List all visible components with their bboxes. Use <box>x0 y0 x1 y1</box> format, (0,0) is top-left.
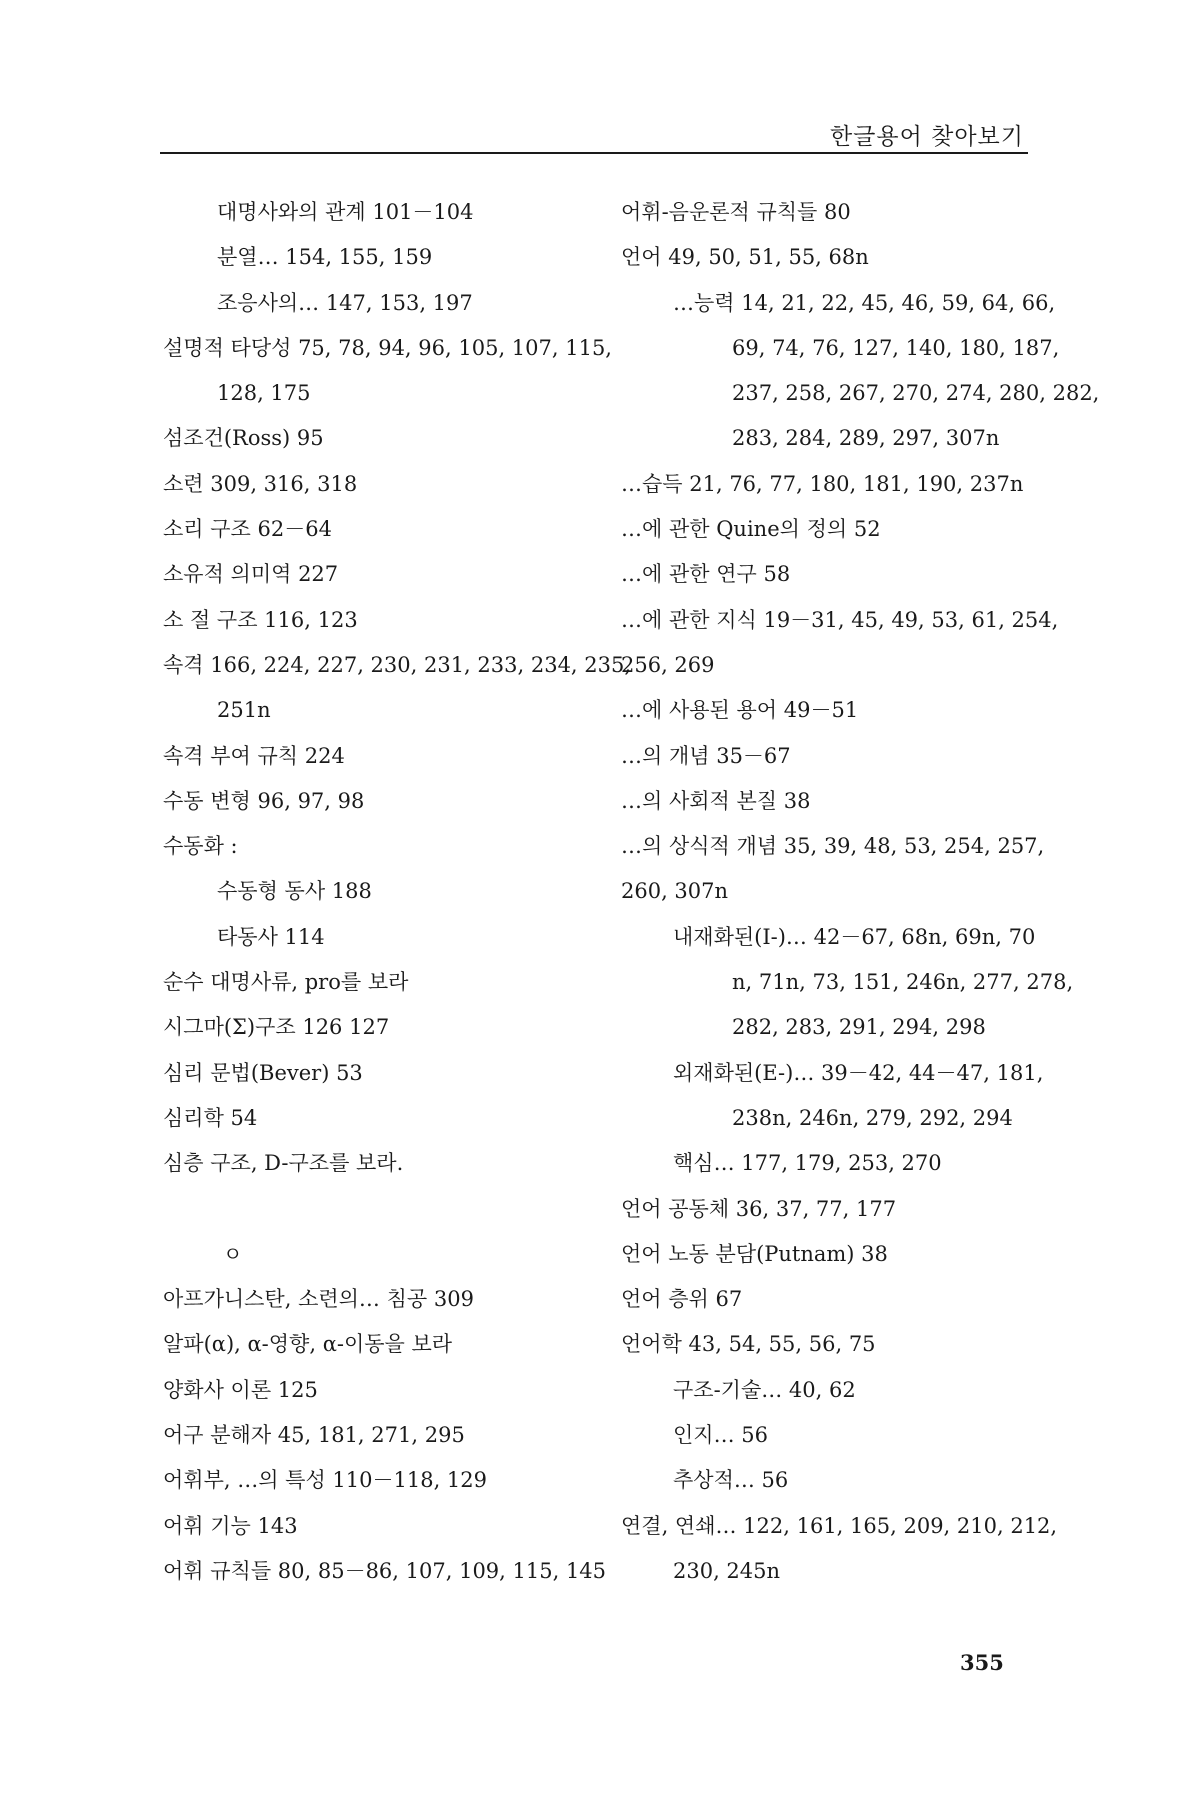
index-entry: 구조-기술… 40, 62 <box>673 1377 856 1402</box>
index-entry: 어휘-음운론적 규칙들 80 <box>621 200 851 224</box>
index-entry: …의 사회적 본질 38 <box>621 788 811 813</box>
index-entry: 소리 구조 62－64 <box>163 517 332 542</box>
index-entry: 소 절 구조 116, 123 <box>163 607 358 632</box>
index-entry: 수동화 : <box>163 834 238 859</box>
section-letter: ㅇ <box>223 1241 243 1266</box>
blank-line <box>163 1187 603 1232</box>
index-entry: …능력 14, 21, 22, 45, 46, 59, 64, 66, <box>673 290 1056 315</box>
index-entry: …의 개념 35－67 <box>621 743 791 768</box>
index-entry: 심층 구조, D-구조를 보라. <box>163 1151 404 1176</box>
index-entry-continuation: 256, 269 <box>621 652 715 677</box>
index-entry: 대명사와의 관계 101－104 <box>217 200 474 224</box>
index-entry: 소유적 의미역 227 <box>163 562 339 587</box>
index-entry-continuation: 238n, 246n, 279, 292, 294 <box>732 1105 1013 1130</box>
index-entry: 심리 문법(Bever) 53 <box>163 1060 363 1085</box>
index-entry-continuation: 251n <box>217 698 271 723</box>
index-entry: …에 관한 연구 58 <box>621 562 791 587</box>
index-entry-continuation: 283, 284, 289, 297, 307n <box>732 426 1000 451</box>
index-entry: 소련 309, 316, 318 <box>163 471 358 496</box>
index-entry: 순수 대명사류, pro를 보라 <box>163 970 409 995</box>
index-entry-continuation: n, 71n, 73, 151, 246n, 277, 278, <box>732 970 1074 995</box>
index-entry: 어휘 규칙들 80, 85－86, 107, 109, 115, 145 <box>163 1558 607 1583</box>
index-entry: 인지… 56 <box>673 1423 768 1448</box>
index-entry: 아프가니스탄, 소련의… 침공 309 <box>163 1287 474 1312</box>
index-entry: …에 관한 지식 19－31, 45, 49, 53, 61, 254, <box>621 607 1059 632</box>
index-entry-continuation: 128, 175 <box>217 381 311 406</box>
index-entry: 조응사의… 147, 153, 197 <box>217 290 473 315</box>
index-entry-continuation: 282, 283, 291, 294, 298 <box>732 1015 986 1040</box>
index-entry: 연결, 연쇄… 122, 161, 165, 209, 210, 212, <box>621 1513 1058 1538</box>
index-entry: 언어 49, 50, 51, 55, 68n <box>621 245 869 270</box>
index-entry: 수동 변형 96, 97, 98 <box>163 788 365 813</box>
index-entry: 추상적… 56 <box>673 1468 789 1493</box>
index-entry: 어휘 기능 143 <box>163 1513 298 1538</box>
index-entry: 핵심… 177, 179, 253, 270 <box>673 1151 942 1176</box>
index-entry: 내재화된(I-)… 42－67, 68n, 69n, 70 <box>673 924 1036 949</box>
index-entry-continuation: 69, 74, 76, 127, 140, 180, 187, <box>732 335 1060 360</box>
index-entry: 어휘부, …의 특성 110－118, 129 <box>163 1468 488 1493</box>
index-entry: 속격 부여 규칙 224 <box>163 743 345 768</box>
index-entry: 언어학 43, 54, 55, 56, 75 <box>621 1332 876 1357</box>
index-entry: 언어 공동체 36, 37, 77, 177 <box>621 1196 897 1221</box>
index-entry: 섬조건(Ross) 95 <box>163 426 324 451</box>
index-entry-continuation: 230, 245n <box>673 1558 781 1583</box>
index-entry: 수동형 동사 188 <box>217 879 372 904</box>
index-entry: 속격 166, 224, 227, 230, 231, 233, 234, 235, <box>163 652 632 677</box>
index-entry: 시그마(Σ)구조 126 127 <box>163 1015 390 1040</box>
index-column-left <box>163 190 632 1594</box>
header-title: 한글용어 찾아보기 <box>829 124 1024 150</box>
index-entry: 알파(α), α-영향, α-이동을 보라 <box>163 1332 453 1357</box>
index-entry: 어구 분해자 45, 181, 271, 295 <box>163 1423 465 1448</box>
index-entry: 설명적 타당성 75, 78, 94, 96, 105, 107, 115, <box>163 335 612 360</box>
index-entry: 언어 층위 67 <box>621 1287 743 1312</box>
index-entry: 양화사 이론 125 <box>163 1377 318 1402</box>
index-entry: 타동사 114 <box>217 924 325 949</box>
index-entry-continuation: 260, 307n <box>621 879 729 904</box>
index-entry-continuation: 237, 258, 267, 270, 274, 280, 282, <box>732 381 1100 406</box>
index-entry: 분열… 154, 155, 159 <box>217 245 433 270</box>
index-entry: …습득 21, 76, 77, 180, 181, 190, 237n <box>621 471 1024 496</box>
index-entry: …에 사용된 용어 49－51 <box>621 698 859 723</box>
page-number: 355 <box>960 1650 1004 1675</box>
index-entry: …의 상식적 개념 35, 39, 48, 53, 254, 257, <box>621 834 1045 859</box>
index-entry: 언어 노동 분담(Putnam) 38 <box>621 1241 888 1266</box>
index-entry: 외재화된(E-)… 39－42, 44－47, 181, <box>673 1060 1044 1085</box>
running-header <box>160 120 1028 154</box>
index-entry: …에 관한 Quine의 정의 52 <box>621 517 881 542</box>
index-entry: 심리학 54 <box>163 1105 258 1130</box>
index-column-right <box>621 190 1100 1594</box>
